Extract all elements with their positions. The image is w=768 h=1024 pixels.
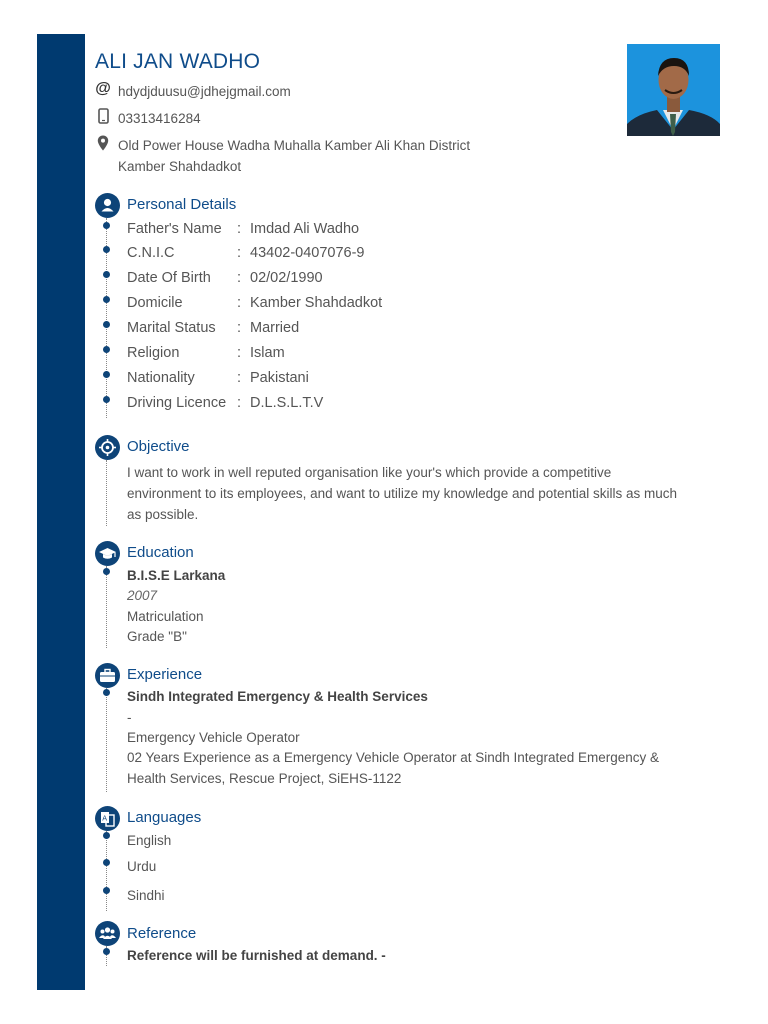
experience-company: Sindh Integrated Emergency & Health Services bbox=[127, 689, 428, 704]
timeline-dot bbox=[103, 271, 110, 278]
detail-label: C.N.I.C bbox=[127, 245, 175, 261]
detail-label: Domicile bbox=[127, 295, 183, 311]
timeline-dot bbox=[103, 568, 110, 575]
address-line-1: Old Power House Wadha Muhalla Kamber Ali Khan District bbox=[118, 138, 471, 153]
detail-colon: : bbox=[237, 320, 242, 336]
education-institute: B.I.S.E Larkana bbox=[127, 568, 226, 583]
translate-icon bbox=[95, 806, 120, 831]
timeline-dot bbox=[103, 832, 110, 839]
experience-heading: Experience bbox=[127, 666, 203, 683]
timeline-dot bbox=[103, 887, 110, 894]
experience-desc-line-1: 02 Years Experience as a Emergency Vehicle Operator at Sindh Integrated Emergency & bbox=[127, 750, 660, 765]
target-icon bbox=[95, 435, 120, 460]
experience-desc-line-2: Health Services, Rescue Project, SiEHS-1122 bbox=[127, 771, 402, 786]
location-pin-icon bbox=[95, 135, 111, 154]
detail-value: Pakistani bbox=[250, 370, 309, 386]
personal-details-heading: Personal Details bbox=[127, 196, 237, 213]
reference-heading: Reference bbox=[127, 925, 197, 942]
candidate-name: ALI JAN WADHO bbox=[95, 50, 261, 73]
education-timeline bbox=[106, 566, 107, 648]
detail-value: Imdad Ali Wadho bbox=[250, 221, 360, 237]
timeline-dot bbox=[103, 371, 110, 378]
detail-label: Father's Name bbox=[127, 221, 222, 237]
profile-photo bbox=[627, 44, 720, 136]
detail-value: 43402-0407076-9 bbox=[250, 245, 365, 261]
detail-colon: : bbox=[237, 295, 242, 311]
detail-label: Date Of Birth bbox=[127, 270, 211, 286]
detail-label: Driving Licence bbox=[127, 395, 227, 411]
people-icon bbox=[95, 921, 120, 946]
objective-line-2: environment to its employees, and want to utilize my knowledge and potential skills as much bbox=[127, 486, 678, 501]
education-degree: Matriculation bbox=[127, 609, 204, 624]
experience-timeline bbox=[106, 688, 107, 792]
detail-label: Nationality bbox=[127, 370, 195, 386]
detail-label: Religion bbox=[127, 345, 180, 361]
experience-role: Emergency Vehicle Operator bbox=[127, 730, 300, 745]
language-item: English bbox=[127, 833, 172, 848]
person-icon bbox=[95, 193, 120, 218]
objective-timeline bbox=[106, 460, 107, 526]
language-item: Sindhi bbox=[127, 888, 165, 903]
detail-value: Islam bbox=[250, 345, 285, 361]
education-heading: Education bbox=[127, 544, 194, 561]
detail-colon: : bbox=[237, 370, 242, 386]
timeline-dot bbox=[103, 321, 110, 328]
timeline-dot bbox=[103, 948, 110, 955]
languages-heading: Languages bbox=[127, 809, 202, 826]
timeline-dot bbox=[103, 222, 110, 229]
timeline-dot bbox=[103, 346, 110, 353]
detail-colon: : bbox=[237, 345, 242, 361]
address-line-2: Kamber Shahdadkot bbox=[118, 159, 242, 174]
phone-icon bbox=[95, 108, 111, 127]
left-accent-bar bbox=[37, 34, 85, 990]
languages-timeline bbox=[106, 831, 107, 911]
detail-value: Kamber Shahdadkot bbox=[250, 295, 383, 311]
timeline-dot bbox=[103, 296, 110, 303]
objective-line-3: as possible. bbox=[127, 507, 199, 522]
timeline-dot bbox=[103, 859, 110, 866]
detail-label: Marital Status bbox=[127, 320, 216, 336]
timeline-dot bbox=[103, 689, 110, 696]
language-item: Urdu bbox=[127, 859, 157, 874]
detail-colon: : bbox=[237, 221, 242, 237]
timeline-dot bbox=[103, 396, 110, 403]
graduation-cap-icon bbox=[95, 541, 120, 566]
detail-value: 02/02/1990 bbox=[250, 270, 323, 286]
education-grade: Grade "B" bbox=[127, 629, 187, 644]
timeline-dot bbox=[103, 246, 110, 253]
email-text: hdydjduusu@jdhejgmail.com bbox=[118, 84, 291, 99]
briefcase-icon bbox=[95, 663, 120, 688]
detail-value: Married bbox=[250, 320, 300, 336]
at-icon: @ bbox=[95, 80, 111, 97]
svg-text:A: A bbox=[102, 814, 107, 823]
experience-dates: - bbox=[127, 710, 132, 725]
objective-heading: Objective bbox=[127, 438, 190, 455]
phone-text: 03313416284 bbox=[118, 111, 201, 126]
detail-colon: : bbox=[237, 270, 242, 286]
detail-colon: : bbox=[237, 245, 242, 261]
objective-line-1: I want to work in well reputed organisation like your's which provide a competitive bbox=[127, 465, 612, 480]
detail-value: D.L.S.L.T.V bbox=[250, 395, 324, 411]
reference-text: Reference will be furnished at demand. - bbox=[127, 948, 386, 963]
detail-colon: : bbox=[237, 395, 242, 411]
education-year: 2007 bbox=[127, 588, 158, 603]
